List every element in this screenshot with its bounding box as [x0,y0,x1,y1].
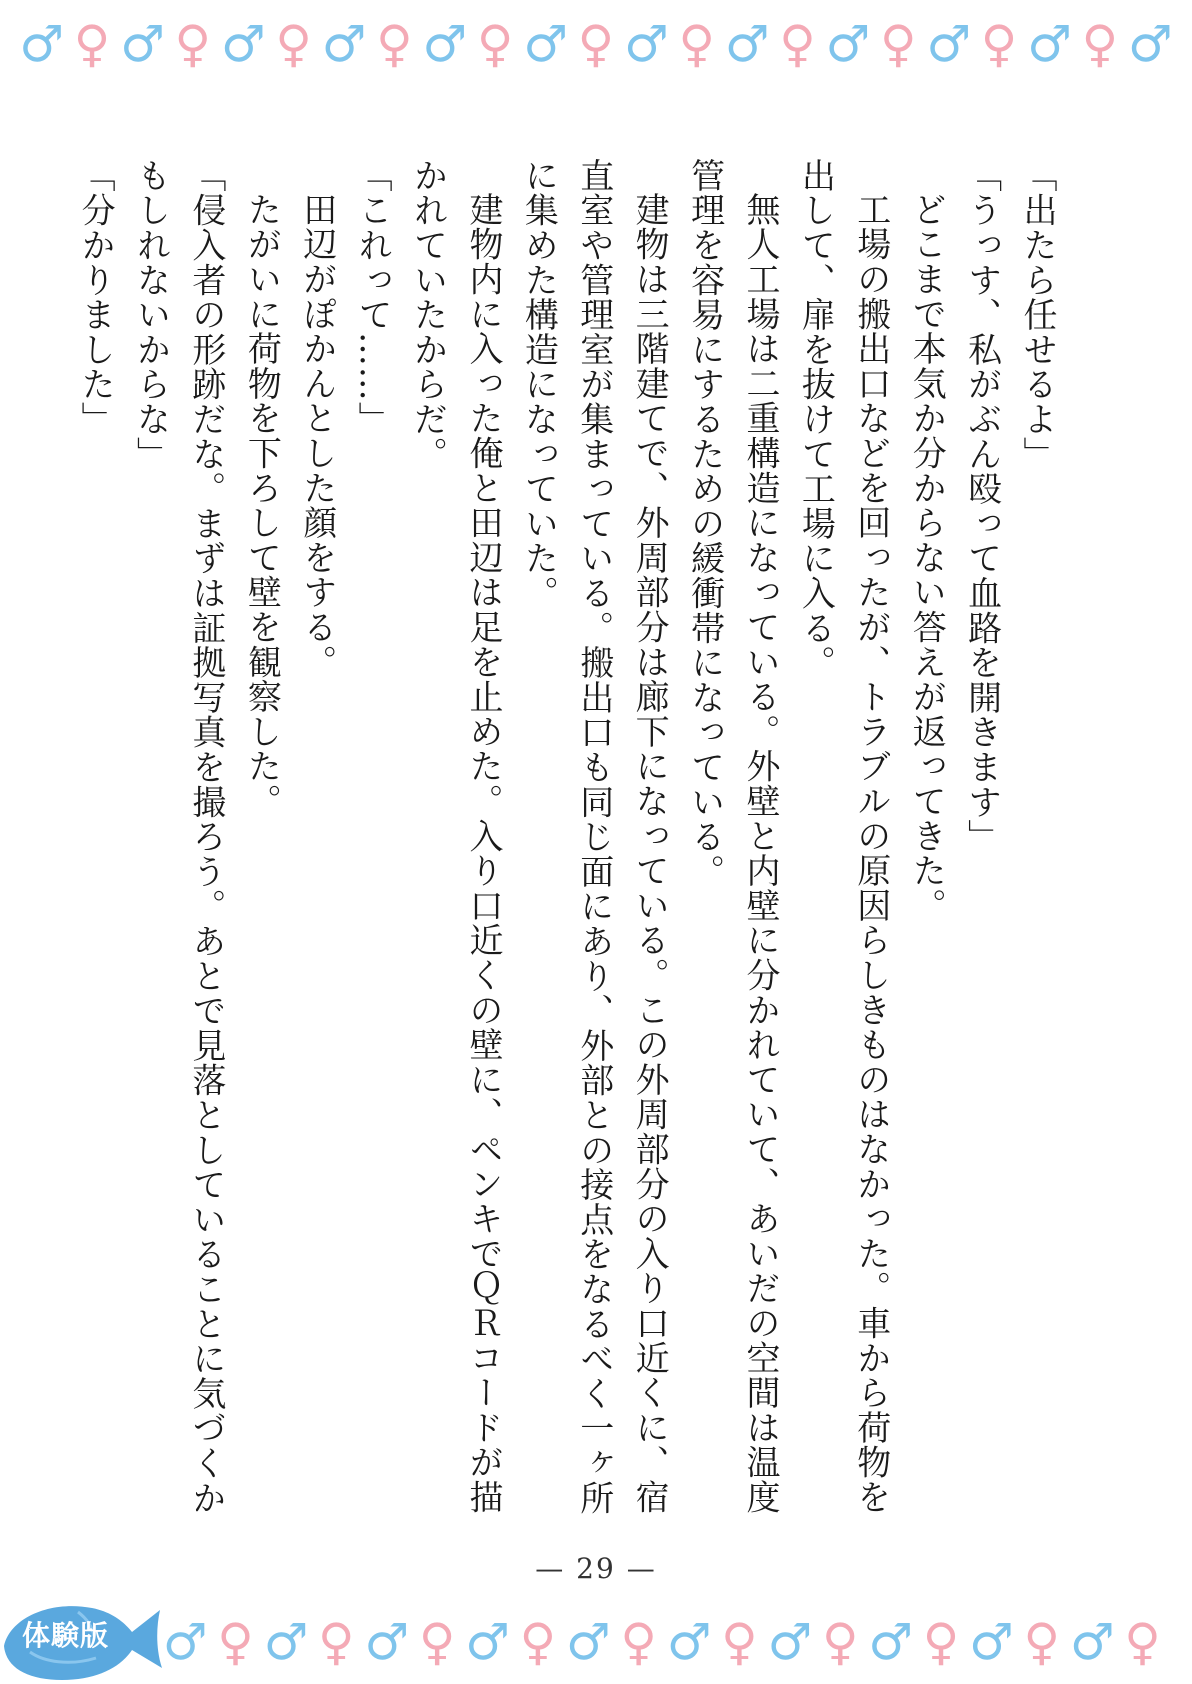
paragraph: たがいに荷物を下ろして壁を観察した。 [241,192,282,819]
female-symbol-icon: ♀ [418,1613,456,1671]
paragraph: 「これって……」 [352,158,393,437]
female-symbol-icon: ♀ [980,15,1018,73]
male-symbol-icon: ♂ [724,15,770,73]
paragraph: 「分かりました」 [75,158,116,437]
male-symbol-icon: ♂ [120,15,165,73]
paragraph: どこまで本気か分からない答えが返ってきた。 [906,192,947,923]
male-symbol-icon: ♂ [868,1613,914,1671]
female-symbol-icon: ♀ [73,15,111,73]
male-symbol-icon: ♂ [623,15,669,73]
trial-badge [0,1592,170,1684]
female-symbol-icon: ♀ [318,1613,355,1671]
female-symbol-icon: ♀ [275,15,312,73]
footer-symbol-border [0,1612,1192,1672]
paragraph: 建物内に入った俺と田辺は足を止めた。入り口近くの壁に、ペンキでＱＲコードが描かれていたからだ。 [407,158,503,1515]
male-symbol-icon: ♂ [825,15,871,73]
male-symbol-icon: ♂ [666,1613,712,1671]
female-symbol-icon: ♀ [376,15,413,73]
male-symbol-icon: ♂ [422,15,468,73]
paragraph: 無人工場は二重構造になっている。外壁と内壁に分かれていて、あいだの空間は温度管理を容易にするための緩衝帯になっている。 [684,158,780,1515]
male-symbol-icon: ♂ [1127,15,1173,73]
trial-label: 体験版 [22,1619,110,1652]
male-symbol-icon: ♂ [1027,15,1072,73]
male-symbol-icon: ♂ [523,15,569,73]
paragraph: 「うっす、私がぶん殴って血路を開きます」 [961,158,1002,854]
male-symbol-icon: ♂ [767,1613,813,1671]
male-symbol-icon: ♂ [1069,1613,1115,1671]
body-text [75,158,1064,1518]
female-symbol-icon: ♀ [577,15,615,73]
female-symbol-icon: ♀ [1124,1613,1161,1671]
female-symbol-icon: ♀ [174,15,212,73]
male-symbol-icon: ♂ [926,15,972,73]
paragraph: 「出たら任せるよ」 [1017,158,1057,472]
paragraph: 工場の搬出口などを回ったが、トラブルの原因らしきものはなかった。車から荷物を出して、扉を抜けて工場に入る。 [795,158,891,1515]
female-symbol-icon: ♀ [1023,1613,1061,1671]
female-symbol-icon: ♀ [880,15,917,73]
female-symbol-icon: ♀ [519,1613,557,1671]
male-symbol-icon: ♂ [162,1613,208,1671]
male-symbol-icon: ♂ [321,15,367,73]
female-symbol-icon: ♀ [476,15,514,73]
paragraph: 「侵入者の形跡だな。まずは証拠写真を撮ろう。あとで見落としていることに気づくかもしれないからな」 [130,158,226,1516]
male-symbol-icon: ♂ [969,1613,1014,1671]
female-symbol-icon: ♀ [678,15,716,73]
female-symbol-icon: ♀ [721,1613,758,1671]
male-symbol-icon: ♂ [364,1613,410,1671]
female-symbol-icon: ♀ [821,1613,859,1671]
page-number: — 29 — [535,1552,657,1585]
male-symbol-icon: ♂ [565,1613,611,1671]
male-symbol-icon: ♂ [220,15,266,73]
paragraph: 建物は三階建てで、外周部分は廊下になっている。この外周部分の入り口近くに、宿直室や管理室が集まっている。搬出口も同じ面にあり、外部との接点をなるべく一ヶ所に集めた構造になっていた。 [518,158,670,1516]
female-symbol-icon: ♀ [217,1613,254,1671]
male-symbol-icon: ♂ [263,1613,309,1671]
male-symbol-icon: ♂ [19,15,65,73]
male-symbol-icon: ♂ [465,1613,510,1671]
paragraph: 田辺がぽかんとした顔をする。 [296,192,337,680]
female-symbol-icon: ♀ [779,15,816,73]
female-symbol-icon: ♀ [1081,15,1119,73]
header-symbol-border [0,14,1192,74]
female-symbol-icon: ♀ [620,1613,658,1671]
female-symbol-icon: ♀ [922,1613,960,1671]
